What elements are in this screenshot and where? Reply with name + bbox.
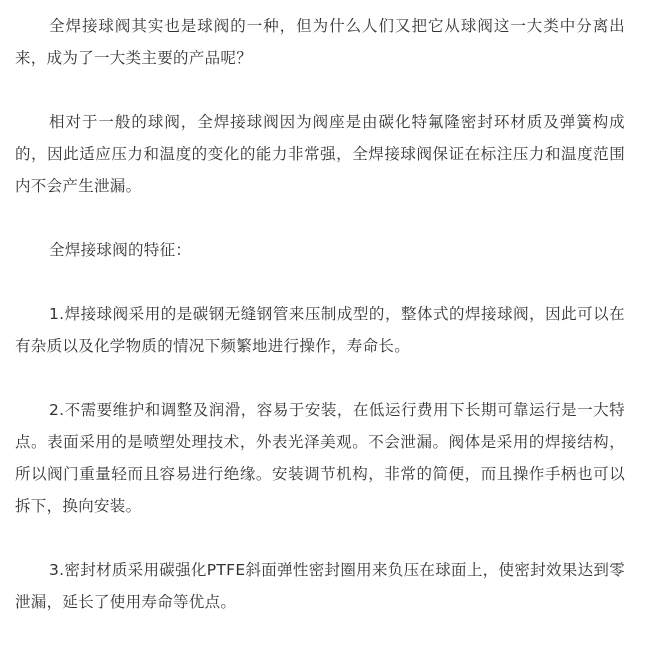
seat-material-paragraph: 相对于一般的球阀，全焊接球阀因为阀座是由碳化特氟隆密封环材质及弹簧构成的，因此适应压力和温度的变化的能力非常强，全焊接球阀保证在标注压力和温度范围内不会产生泄漏。 bbox=[15, 113, 625, 195]
article-body bbox=[15, 0, 625, 650]
feature-item-1: 1.焊接球阀采用的是碳钢无缝钢管来压制成型的，整体式的焊接球阀，因此可以在有杂质以及化学物质的情况下频繁地进行操作，寿命长。 bbox=[15, 305, 625, 355]
features-heading: 全焊接球阀的特征： bbox=[49, 241, 192, 259]
intro-paragraph: 全焊接球阀其实也是球阀的一种，但为什么人们又把它从球阀这一大类中分离出来，成为了一大类主要的产品呢？ bbox=[15, 17, 625, 67]
feature-item-2: 2.不需要维护和调整及润滑，容易于安装，在低运行费用下长期可靠运行是一大特点。表面采用的是喷塑处理技术，外表光泽美观。不会泄漏。阀体是采用的焊接结构，所以阀门重量轻而且容易进行绝缘。安装调节机构，非常的简便，而且操作手柄也可以拆下，换向安装。 bbox=[15, 401, 625, 515]
feature-item-3: 3.密封材质采用碳强化PTFE斜面弹性密封圈用来负压在球面上，使密封效果达到零泄漏，延长了使用寿命等优点。 bbox=[15, 561, 625, 611]
